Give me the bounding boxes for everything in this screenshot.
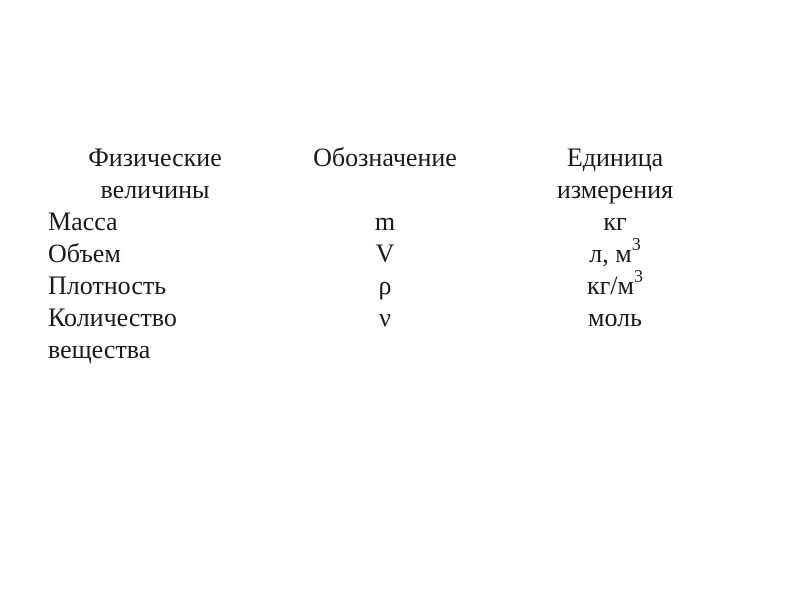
header-unit xyxy=(500,142,730,206)
header-symbol-line1: Обозначение xyxy=(313,143,457,172)
table-row xyxy=(40,206,730,238)
quantity-unit xyxy=(500,302,730,366)
table-row xyxy=(40,302,730,366)
quantity-unit xyxy=(500,206,730,238)
quantity-symbol xyxy=(270,302,500,366)
quantity-name-text: Количество xyxy=(48,303,177,332)
quantity-unit-text: л, м xyxy=(589,239,632,268)
table-row xyxy=(40,238,730,270)
quantity-symbol-text: ρ xyxy=(378,271,392,300)
quantity-symbol-text: m xyxy=(374,207,396,236)
quantity-unit xyxy=(500,266,730,302)
header-quantity-line2: величины xyxy=(100,175,210,204)
unit-exponent: 3 xyxy=(631,234,641,255)
quantity-name-text: Плотность xyxy=(48,271,167,300)
header-quantity xyxy=(40,142,270,206)
quantity-name xyxy=(40,270,270,302)
quantity-name-text: Объем xyxy=(48,239,121,268)
quantity-name xyxy=(40,206,270,238)
quantity-name-text-line2: вещества xyxy=(48,335,151,364)
header-unit-line2: измерения xyxy=(556,175,674,204)
quantity-unit-text: моль xyxy=(588,303,642,332)
header-quantity-line1: Физические xyxy=(88,143,222,172)
header-row xyxy=(40,142,730,206)
quantity-symbol xyxy=(270,206,500,238)
unit-exponent: 3 xyxy=(633,266,643,287)
physical-quantities-table xyxy=(40,142,730,366)
table-row xyxy=(40,270,730,302)
quantity-unit-text: кг/м xyxy=(587,271,634,300)
quantity-name-text: Масса xyxy=(48,207,118,236)
quantity-unit-text: кг xyxy=(603,207,627,236)
table-header xyxy=(40,142,730,206)
quantity-symbol-text: V xyxy=(375,239,395,268)
header-symbol xyxy=(270,142,500,206)
quantity-symbol xyxy=(270,238,500,270)
quantity-name xyxy=(40,302,270,366)
quantity-unit xyxy=(500,234,730,270)
quantity-symbol xyxy=(270,270,500,302)
quantity-name xyxy=(40,238,270,270)
header-unit-line1: Единица xyxy=(566,143,664,172)
table-body xyxy=(40,206,730,366)
quantity-symbol-text: ν xyxy=(379,303,391,332)
